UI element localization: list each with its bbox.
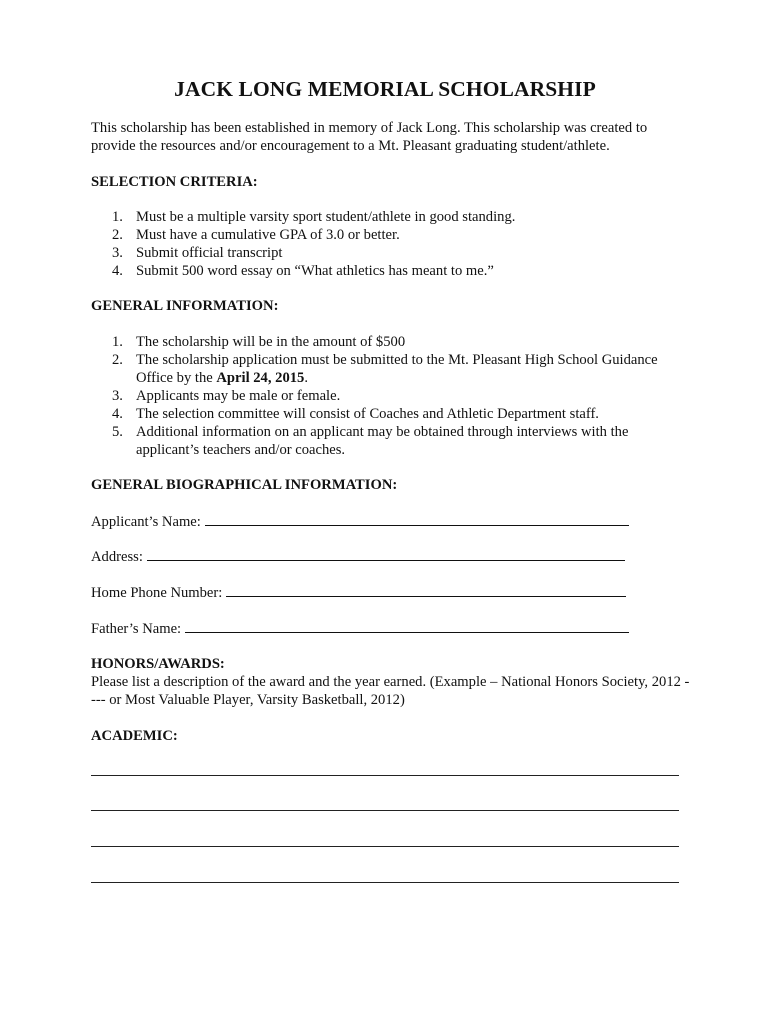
home-phone-label: Home Phone Number: <box>91 585 223 601</box>
list-item: 2. The scholarship application must be submitted to the Mt. Pleasant High School Guidance Office by the April 24, 2015. <box>112 352 658 386</box>
academic-heading: ACADEMIC: <box>91 728 178 744</box>
selection-criteria-heading: SELECTION CRITERIA: <box>91 174 258 190</box>
academic-entry-line[interactable] <box>91 775 679 776</box>
father-name-field <box>91 619 629 638</box>
selection-criteria-list <box>91 208 691 280</box>
applicant-name-label: Applicant’s Name: <box>91 514 201 530</box>
list-item: 5. Additional information on an applicant may be obtained through interviews with the applicant’s teachers and/or coaches. <box>112 424 629 458</box>
honors-awards-heading: HONORS/AWARDS: <box>91 656 225 672</box>
home-phone-line[interactable] <box>226 583 626 597</box>
general-information-heading: GENERAL INFORMATION: <box>91 298 279 314</box>
page-title: JACK LONG MEMORIAL SCHOLARSHIP <box>174 77 596 101</box>
list-item: 1. Must be a multiple varsity sport student/athlete in good standing. <box>112 209 516 225</box>
applicant-name-field <box>91 512 629 531</box>
address-line[interactable] <box>147 547 625 561</box>
biographical-heading: GENERAL BIOGRAPHICAL INFORMATION: <box>91 477 398 493</box>
address-label: Address: <box>91 549 143 565</box>
honors-awards-instructions: Please list a description of the award and the year earned. (Example – National Honors Society, 2012 ---- or Most Valuable Player, Varsity Basketball, 2012) <box>91 674 690 708</box>
list-item: 4. The selection committee will consist of Coaches and Athletic Department staff. <box>112 406 599 422</box>
academic-entry-line[interactable] <box>91 810 679 811</box>
home-phone-field <box>91 583 626 602</box>
list-item: 1. The scholarship will be in the amount of $500 <box>112 334 406 350</box>
list-item: 3. Submit official transcript <box>112 245 283 261</box>
applicant-name-line[interactable] <box>205 512 629 526</box>
list-item: 2. Must have a cumulative GPA of 3.0 or better. <box>112 227 400 243</box>
general-information-list <box>91 333 691 459</box>
list-item: 3. Applicants may be male or female. <box>112 388 341 404</box>
academic-entry-line[interactable] <box>91 882 679 883</box>
list-item: 4. Submit 500 word essay on “What athletics has meant to me.” <box>112 263 494 279</box>
address-field <box>91 547 625 566</box>
deadline-date: April 24, 2015 <box>216 370 305 386</box>
father-name-line[interactable] <box>185 619 629 633</box>
father-name-label: Father’s Name: <box>91 621 182 637</box>
academic-entry-line[interactable] <box>91 846 679 847</box>
intro-paragraph: This scholarship has been established in memory of Jack Long. This scholarship was created to provide the resources and/or encouragement to a Mt. Pleasant graduating student/athlete. <box>91 120 648 154</box>
